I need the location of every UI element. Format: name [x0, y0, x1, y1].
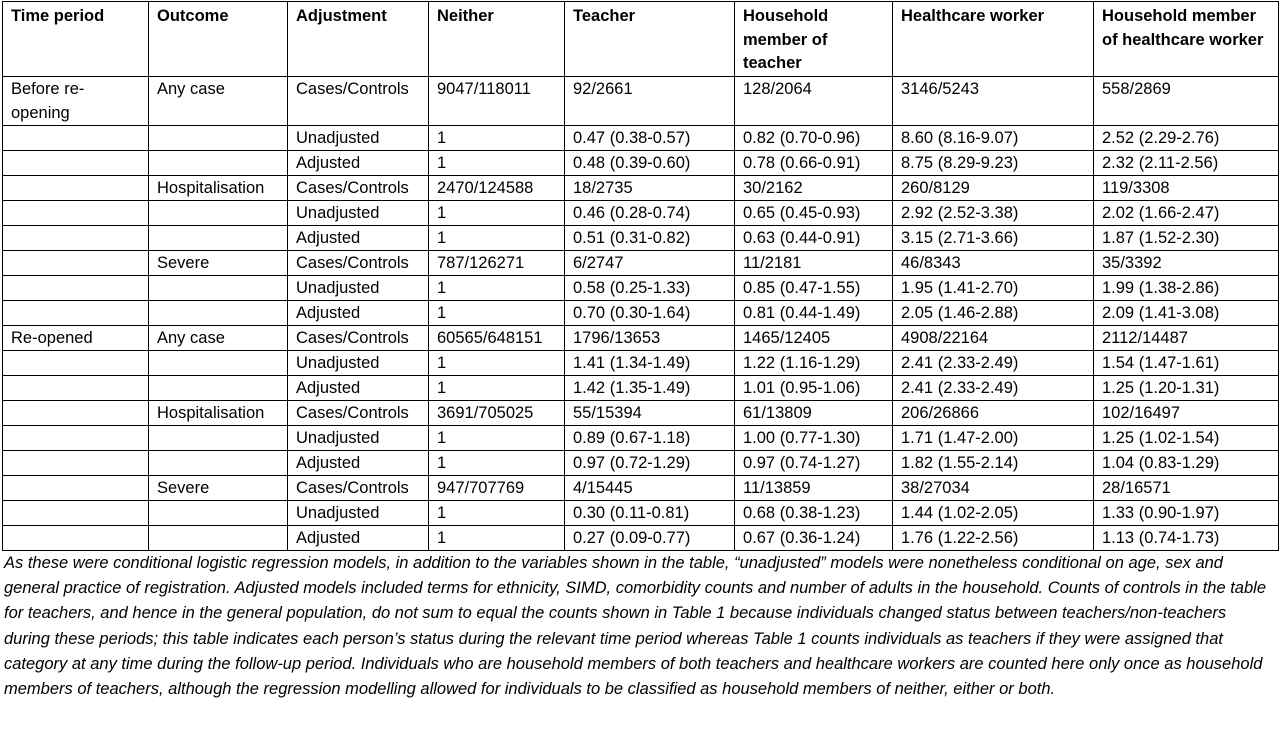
table-cell	[149, 151, 288, 176]
table-cell	[3, 376, 149, 401]
table-cell: 0.78 (0.66-0.91)	[735, 151, 893, 176]
table-cell: 2.52 (2.29-2.76)	[1094, 126, 1279, 151]
table-cell: 1	[429, 351, 565, 376]
table-cell: Adjusted	[288, 226, 429, 251]
table-cell: 102/16497	[1094, 401, 1279, 426]
table-cell: 2.02 (1.66-2.47)	[1094, 201, 1279, 226]
table-cell: 0.27 (0.09-0.77)	[565, 526, 735, 551]
table-cell: 1	[429, 376, 565, 401]
table-footnote: As these were conditional logistic regression models, in addition to the variables shown in the table, “unadjusted” models were nonetheless conditional on age, sex and general practice of registration. Adjusted models included terms for ethnicity, SIMD, comorbidity counts and number of adults in the household. Counts of controls in the table for teachers, and hence in the general population, do not sum to equal the counts shown in Table 1 because individuals changed status between teachers/non-teachers during these periods; this table indicates each person’s status during the relevant time period whereas Table 1 counts individuals as teachers if they were assigned that category at any time during the follow-up period. Individuals who are household members of both teachers and healthcare workers are counted here only once as household members of teachers, although the regression modelling allowed for individuals to be classified as household members of neither, either or both.	[4, 554, 1267, 699]
table-cell: Adjusted	[288, 526, 429, 551]
table-row	[3, 501, 1279, 526]
table-cell	[3, 451, 149, 476]
table-cell: 1.33 (0.90-1.97)	[1094, 501, 1279, 526]
table-cell: Hospitalisation	[149, 401, 288, 426]
table-cell: Unadjusted	[288, 351, 429, 376]
table-cell: 1	[429, 126, 565, 151]
table-cell: 0.97 (0.72-1.29)	[565, 451, 735, 476]
table-cell: 61/13809	[735, 401, 893, 426]
table-cell: 0.89 (0.67-1.18)	[565, 426, 735, 451]
table-cell	[149, 276, 288, 301]
table-cell: 1	[429, 426, 565, 451]
table-cell: 2.92 (2.52-3.38)	[893, 201, 1094, 226]
table-cell: Adjusted	[288, 301, 429, 326]
table-cell	[3, 351, 149, 376]
table-row	[3, 301, 1279, 326]
table-cell	[3, 526, 149, 551]
table-cell: 128/2064	[735, 77, 893, 126]
table-cell	[149, 301, 288, 326]
table-cell: 1.95 (1.41-2.70)	[893, 276, 1094, 301]
table-cell: Hospitalisation	[149, 176, 288, 201]
column-header: Outcome	[149, 2, 288, 77]
table-cell: 1.44 (1.02-2.05)	[893, 501, 1094, 526]
table-cell: 2.05 (1.46-2.88)	[893, 301, 1094, 326]
table-cell: 55/15394	[565, 401, 735, 426]
table-cell	[149, 201, 288, 226]
table-cell: Unadjusted	[288, 501, 429, 526]
table-cell	[3, 401, 149, 426]
table-cell: 1	[429, 301, 565, 326]
table-cell: 1.22 (1.16-1.29)	[735, 351, 893, 376]
table-cell	[3, 476, 149, 501]
table-cell	[149, 226, 288, 251]
column-header: Household member of healthcare worker	[1094, 2, 1279, 77]
table-row	[3, 476, 1279, 501]
table-cell	[3, 426, 149, 451]
table-cell: Any case	[149, 77, 288, 126]
table-row	[3, 77, 1279, 126]
table-row	[3, 401, 1279, 426]
table-cell: 3691/705025	[429, 401, 565, 426]
table-row	[3, 251, 1279, 276]
table-cell	[149, 351, 288, 376]
column-header: Healthcare worker	[893, 2, 1094, 77]
table-cell: 1.54 (1.47-1.61)	[1094, 351, 1279, 376]
table-row	[3, 376, 1279, 401]
table-row	[3, 226, 1279, 251]
table-cell: Adjusted	[288, 376, 429, 401]
table-cell: 3146/5243	[893, 77, 1094, 126]
table-cell: 1.82 (1.55-2.14)	[893, 451, 1094, 476]
table-cell	[3, 251, 149, 276]
table-cell: 1.01 (0.95-1.06)	[735, 376, 893, 401]
table-cell: 1.04 (0.83-1.29)	[1094, 451, 1279, 476]
table-cell: Cases/Controls	[288, 176, 429, 201]
table-cell	[3, 301, 149, 326]
table-cell	[149, 376, 288, 401]
table-cell	[149, 126, 288, 151]
table-cell: 4908/22164	[893, 326, 1094, 351]
table-cell: 18/2735	[565, 176, 735, 201]
table-cell	[3, 151, 149, 176]
table-cell: 11/13859	[735, 476, 893, 501]
column-header: Neither	[429, 2, 565, 77]
table-row	[3, 351, 1279, 376]
table-cell: 206/26866	[893, 401, 1094, 426]
table-cell	[149, 426, 288, 451]
table-cell: 1.41 (1.34-1.49)	[565, 351, 735, 376]
table-cell: 1	[429, 526, 565, 551]
table-cell: 0.30 (0.11-0.81)	[565, 501, 735, 526]
table-cell	[3, 126, 149, 151]
table-cell	[3, 201, 149, 226]
table-cell: 1.25 (1.20-1.31)	[1094, 376, 1279, 401]
table-row	[3, 126, 1279, 151]
table-cell: 0.46 (0.28-0.74)	[565, 201, 735, 226]
table-cell: 2.09 (1.41-3.08)	[1094, 301, 1279, 326]
table-row	[3, 151, 1279, 176]
table-header-row	[3, 2, 1279, 77]
table-cell: 28/16571	[1094, 476, 1279, 501]
table-cell: 2.41 (2.33-2.49)	[893, 376, 1094, 401]
table-cell: 1.25 (1.02-1.54)	[1094, 426, 1279, 451]
table-cell: 2.41 (2.33-2.49)	[893, 351, 1094, 376]
table-cell: 0.58 (0.25-1.33)	[565, 276, 735, 301]
table-cell: 1.87 (1.52-2.30)	[1094, 226, 1279, 251]
table-cell: Unadjusted	[288, 126, 429, 151]
table-cell: Any case	[149, 326, 288, 351]
table-cell	[149, 451, 288, 476]
table-cell: 4/15445	[565, 476, 735, 501]
table-cell: 1	[429, 226, 565, 251]
table-cell: 1.99 (1.38-2.86)	[1094, 276, 1279, 301]
table-cell: Unadjusted	[288, 426, 429, 451]
table-cell: Severe	[149, 251, 288, 276]
table-cell: Severe	[149, 476, 288, 501]
table-cell: Cases/Controls	[288, 251, 429, 276]
table-cell: 0.81 (0.44-1.49)	[735, 301, 893, 326]
column-header: Adjustment	[288, 2, 429, 77]
table-cell: 2.32 (2.11-2.56)	[1094, 151, 1279, 176]
table-row	[3, 426, 1279, 451]
table-cell: 0.70 (0.30-1.64)	[565, 301, 735, 326]
table-row	[3, 326, 1279, 351]
table-cell	[3, 501, 149, 526]
table-cell: 1	[429, 451, 565, 476]
table-cell: 0.97 (0.74-1.27)	[735, 451, 893, 476]
table-cell: Re-opened	[3, 326, 149, 351]
table-cell: Cases/Controls	[288, 326, 429, 351]
table-cell	[149, 501, 288, 526]
table-cell: 0.47 (0.38-0.57)	[565, 126, 735, 151]
table-cell: Adjusted	[288, 151, 429, 176]
table-cell: 0.85 (0.47-1.55)	[735, 276, 893, 301]
results-table	[2, 1, 1279, 551]
table-cell: 60565/648151	[429, 326, 565, 351]
table-cell	[3, 276, 149, 301]
table-row	[3, 451, 1279, 476]
table-cell: 92/2661	[565, 77, 735, 126]
table-cell: 947/707769	[429, 476, 565, 501]
column-header: Household member of teacher	[735, 2, 893, 77]
table-cell: 1	[429, 276, 565, 301]
table-cell: 11/2181	[735, 251, 893, 276]
table-cell: 38/27034	[893, 476, 1094, 501]
table-cell: 1.00 (0.77-1.30)	[735, 426, 893, 451]
table-cell: 1	[429, 151, 565, 176]
table-cell: 2470/124588	[429, 176, 565, 201]
table-cell: 30/2162	[735, 176, 893, 201]
table-row	[3, 176, 1279, 201]
table-cell: 2112/14487	[1094, 326, 1279, 351]
table-cell: 1465/12405	[735, 326, 893, 351]
table-cell: Cases/Controls	[288, 401, 429, 426]
column-header: Teacher	[565, 2, 735, 77]
table-cell: Before re-opening	[3, 77, 149, 126]
table-cell: 9047/118011	[429, 77, 565, 126]
table-cell: Cases/Controls	[288, 77, 429, 126]
table-cell: 787/126271	[429, 251, 565, 276]
table-cell: 0.82 (0.70-0.96)	[735, 126, 893, 151]
table-cell: Unadjusted	[288, 276, 429, 301]
table-cell: 119/3308	[1094, 176, 1279, 201]
table-cell: 1.71 (1.47-2.00)	[893, 426, 1094, 451]
table-cell: 0.51 (0.31-0.82)	[565, 226, 735, 251]
table-cell: 1.13 (0.74-1.73)	[1094, 526, 1279, 551]
table-body	[3, 77, 1279, 551]
table-cell: 46/8343	[893, 251, 1094, 276]
table-cell	[149, 526, 288, 551]
table-cell: 558/2869	[1094, 77, 1279, 126]
table-cell: 0.63 (0.44-0.91)	[735, 226, 893, 251]
table-cell: 1	[429, 201, 565, 226]
table-cell: 35/3392	[1094, 251, 1279, 276]
table-cell: 1.42 (1.35-1.49)	[565, 376, 735, 401]
table-cell: 1.76 (1.22-2.56)	[893, 526, 1094, 551]
table-cell: 0.68 (0.38-1.23)	[735, 501, 893, 526]
table-row	[3, 201, 1279, 226]
table-cell: 0.48 (0.39-0.60)	[565, 151, 735, 176]
column-header: Time period	[3, 2, 149, 77]
table-cell: 0.65 (0.45-0.93)	[735, 201, 893, 226]
table-cell: 260/8129	[893, 176, 1094, 201]
table-cell	[3, 176, 149, 201]
table-cell: Adjusted	[288, 451, 429, 476]
table-cell: 8.60 (8.16-9.07)	[893, 126, 1094, 151]
table-cell: 0.67 (0.36-1.24)	[735, 526, 893, 551]
table-cell: 1	[429, 501, 565, 526]
table-row	[3, 526, 1279, 551]
table-cell: 3.15 (2.71-3.66)	[893, 226, 1094, 251]
table-cell	[3, 226, 149, 251]
table-cell: 8.75 (8.29-9.23)	[893, 151, 1094, 176]
results-table-container	[2, 1, 1278, 551]
table-cell: Cases/Controls	[288, 476, 429, 501]
table-cell: Unadjusted	[288, 201, 429, 226]
table-cell: 1796/13653	[565, 326, 735, 351]
table-cell: 6/2747	[565, 251, 735, 276]
table-row	[3, 276, 1279, 301]
